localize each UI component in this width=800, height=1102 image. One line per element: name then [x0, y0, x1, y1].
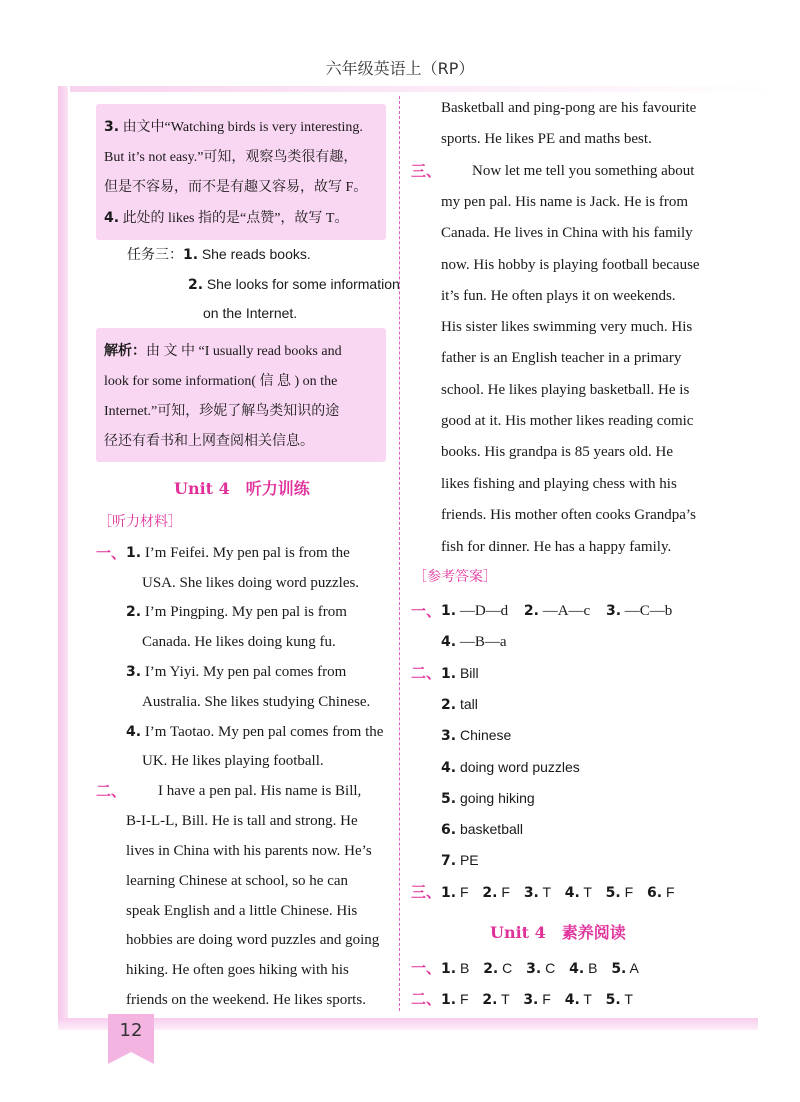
- page-number: 12: [119, 1020, 143, 1041]
- answer-text: She looks for some information: [206, 276, 400, 292]
- item-number: 3.: [526, 961, 542, 977]
- answer-value: Bill: [459, 665, 479, 681]
- explanation-text: 由 文 中 “I usually read books and: [146, 344, 342, 359]
- answer-value: —D—d: [459, 603, 509, 619]
- item-number: 1.: [441, 961, 457, 977]
- item-number: 1.: [441, 603, 457, 619]
- passage-line: likes fishing and playing chess with his: [441, 476, 677, 492]
- page-number-tab: [108, 1014, 154, 1052]
- answer-value: B: [459, 960, 470, 976]
- explanation-line: [104, 336, 378, 367]
- item-number: 1.: [126, 545, 142, 561]
- answer-value: PE: [459, 852, 479, 868]
- item-number: 3.: [523, 885, 539, 901]
- answer-value: F: [459, 991, 469, 1007]
- answer-value: F: [542, 991, 551, 1007]
- item-text: USA. She likes doing word puzzles.: [142, 575, 360, 591]
- answer-value: doing word puzzles: [459, 759, 580, 775]
- answer-value: Chinese: [459, 727, 512, 743]
- item-number: 4.: [569, 961, 585, 977]
- passage-line: B-I-L-L, Bill. He is tall and strong. He: [126, 813, 358, 829]
- item-number: 1.: [183, 247, 199, 263]
- explanation-text: 此处的 likes 指的是“点赞”，故写 T。: [122, 211, 349, 226]
- item-number: 3.: [126, 664, 142, 680]
- frame-top: [70, 86, 770, 92]
- passage-line: Basketball and ping-pong are his favourite: [441, 100, 697, 116]
- item-number: 2.: [483, 961, 499, 977]
- passage-line: speak English and a little Chinese. His: [126, 903, 358, 919]
- explanation-line: Internet.”可知，珍妮了解鸟类知识的途: [104, 404, 340, 419]
- explanation-line: [104, 203, 378, 234]
- item-text: UK. He likes playing football.: [142, 753, 324, 769]
- unit-title-listening: Unit 4 听力训练: [174, 479, 310, 498]
- item-number: 5.: [441, 791, 457, 807]
- item-number: 4.: [564, 992, 580, 1008]
- materials-label: ［听力材料］: [98, 514, 182, 530]
- explanation-box-1: [96, 104, 386, 240]
- answer-value: going hiking: [459, 790, 535, 806]
- answer-value: F: [459, 884, 469, 900]
- item-number: 7.: [441, 853, 457, 869]
- answer-row: [441, 882, 675, 903]
- passage-line: hiking. He often goes hiking with his: [126, 962, 349, 978]
- answer-row: [441, 601, 672, 621]
- answer-value: basketball: [459, 821, 523, 837]
- answer-value: C: [502, 960, 513, 976]
- answer-value: C: [545, 960, 556, 976]
- explanation-text: 由文中“Watching birds is very interesting.: [122, 120, 363, 135]
- item-number: 1.: [441, 666, 457, 682]
- item-number: 1.: [441, 992, 457, 1008]
- passage-line: friends. His mother often cooks Grandpa’s: [441, 507, 696, 523]
- item-number: 4.: [441, 634, 457, 650]
- answer-value: F: [501, 884, 510, 900]
- passage-line: it’s fun. He often plays it on weekends.: [441, 288, 676, 304]
- column-divider: [399, 96, 400, 1011]
- item-number: 4.: [441, 760, 457, 776]
- task3-answer-2-cont: on the Internet.: [203, 305, 298, 321]
- answer-section-3-mark: 三、: [411, 883, 442, 901]
- item-number: 3.: [104, 119, 120, 135]
- passage-line: fish for dinner. He has a happy family.: [441, 539, 672, 555]
- answer-row: [441, 694, 478, 715]
- answer-value: F: [624, 884, 634, 900]
- section-2-mark: 二、: [96, 782, 127, 800]
- answer-value: F: [665, 884, 675, 900]
- answer-value: T: [583, 991, 592, 1007]
- item-number: 2.: [126, 604, 142, 620]
- passage-line: hobbies are doing word puzzles and going: [126, 932, 380, 948]
- answer-value: T: [542, 884, 551, 900]
- passage-line: sports. He likes PE and maths best.: [441, 131, 652, 147]
- answer-row: [441, 632, 506, 652]
- task3-answer-2: [188, 274, 400, 295]
- task3-label: 任务三：: [127, 247, 183, 263]
- item-number: 4.: [104, 210, 120, 226]
- item-number: 5.: [611, 961, 627, 977]
- item-text: I’m Pingping. My pen pal is from: [144, 604, 347, 620]
- answer-row: [441, 819, 523, 840]
- passage-line: Now let me tell you something about: [472, 163, 695, 179]
- item-text: Australia. She likes studying Chinese.: [142, 694, 371, 710]
- frame-left: [58, 86, 68, 1030]
- item-text: Canada. He likes doing kung fu.: [142, 634, 336, 650]
- item-text: I’m Yiyi. My pen pal comes from: [144, 664, 347, 680]
- page-header-title: 六年级英语上（RP）: [325, 59, 475, 78]
- item-number: 2.: [482, 992, 498, 1008]
- passage-line: father is an English teacher in a primary: [441, 350, 682, 366]
- section-3-mark: 三、: [411, 162, 442, 180]
- answer-value: —C—b: [624, 603, 673, 619]
- explanation-line: [104, 112, 378, 143]
- analysis-label: 解析：: [104, 343, 146, 359]
- explanation-line: 径还有看书和上网查阅相关信息。: [104, 434, 314, 449]
- section-1-mark: 一、: [96, 544, 127, 562]
- item-number: 2.: [188, 277, 204, 293]
- passage-line: I have a pen pal. His name is Bill,: [158, 783, 362, 799]
- item-number: 4.: [126, 724, 142, 740]
- item-number: 3.: [605, 603, 622, 619]
- frame-bottom: [58, 1018, 758, 1030]
- item-number: 3.: [523, 992, 539, 1008]
- answer-value: —A—c: [542, 603, 591, 619]
- passage-line: Canada. He lives in China with his family: [441, 225, 693, 241]
- answer-value: T: [583, 884, 592, 900]
- answer-row: [441, 663, 479, 684]
- answer-value: —B—a: [459, 634, 507, 650]
- answer-row: [441, 850, 479, 871]
- item-text: I’m Taotao. My pen pal comes from the: [144, 724, 384, 740]
- answer-value: A: [629, 960, 639, 976]
- item-number: 2.: [482, 885, 498, 901]
- answer-row: [441, 788, 535, 809]
- answer-row: [441, 725, 511, 746]
- answer-section-2-mark: 二、: [411, 664, 442, 682]
- passage-line: friends on the weekend. He likes sports.: [126, 992, 366, 1008]
- answer-row: [441, 958, 639, 979]
- reading-section-1-mark: 一、: [411, 959, 442, 977]
- item-number: 3.: [441, 728, 457, 744]
- task3-answer-1: [127, 244, 311, 265]
- answer-value: tall: [459, 696, 478, 712]
- explanation-box-2: [96, 328, 386, 462]
- passage-line: His sister likes swimming very much. His: [441, 319, 693, 335]
- answers-label: ［参考答案］: [413, 569, 497, 585]
- answer-row: [441, 989, 633, 1010]
- reading-section-2-mark: 二、: [411, 990, 442, 1008]
- item-number: 2.: [441, 697, 457, 713]
- item-number: 1.: [441, 885, 457, 901]
- explanation-line: look for some information( 信 息 ) on the: [104, 374, 338, 389]
- passage-line: learning Chinese at school, so he can: [126, 873, 349, 889]
- answer-text: She reads books.: [201, 246, 311, 262]
- passage-line: school. He likes playing basketball. He is: [441, 382, 690, 398]
- passage-line: my pen pal. His name is Jack. He is from: [441, 194, 689, 210]
- answer-section-1-mark: 一、: [411, 602, 442, 620]
- answer-value: T: [624, 991, 633, 1007]
- passage-line: good at it. His mother likes reading comic: [441, 413, 694, 429]
- item-number: 5.: [605, 992, 621, 1008]
- passage-line: lives in China with his parents now. He’s: [126, 843, 372, 859]
- passage-line: now. His hobby is playing football because: [441, 257, 700, 273]
- item-number: 6.: [647, 885, 663, 901]
- answer-row: [441, 757, 580, 778]
- answer-value: B: [588, 960, 598, 976]
- item-number: 4.: [564, 885, 580, 901]
- explanation-line: But it’s not easy.”可知，观察鸟类很有趣，: [104, 150, 358, 165]
- unit-title-reading: Unit 4 素养阅读: [490, 923, 626, 942]
- passage-line: books. His grandpa is 85 years old. He: [441, 444, 674, 460]
- item-number: 6.: [441, 822, 457, 838]
- explanation-line: 但是不容易，而不是有趣又容易，故写 F。: [104, 180, 368, 195]
- item-text: I’m Feifei. My pen pal is from the: [144, 545, 350, 561]
- item-number: 2.: [523, 603, 539, 619]
- item-number: 5.: [605, 885, 621, 901]
- answer-value: T: [501, 991, 510, 1007]
